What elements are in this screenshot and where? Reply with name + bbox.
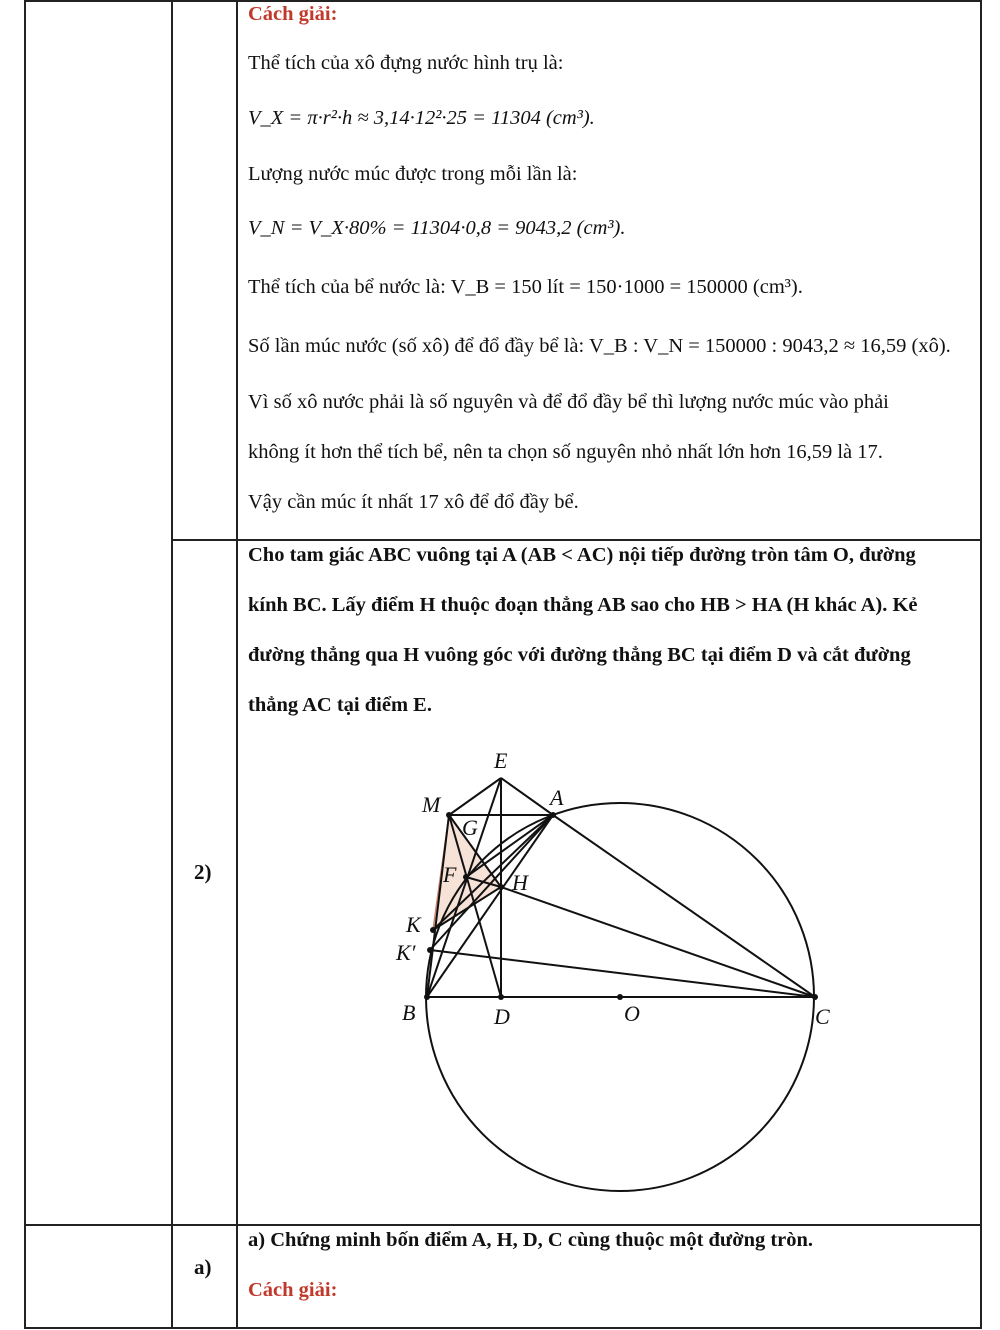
solution-heading: Cách giải: <box>248 1279 338 1301</box>
text-line: Thể tích của bể nước là: V_B = 150 lít = 150·1000 = 150000 (cm³). <box>248 276 803 298</box>
text-line: Vậy cần múc ít nhất 17 xô để đổ đầy bể. <box>248 491 579 513</box>
problem-line: kính BC. Lấy điểm H thuộc đoạn thẳng AB sao cho HB > HA (H khác A). Kẻ <box>248 594 918 616</box>
figure-points <box>424 812 818 1000</box>
text-line: không ít hơn thể tích bể, nên ta chọn số nguyên nhỏ nhất lớn hơn 16,59 là 17. <box>248 441 883 463</box>
problem-line: Cho tam giác ABC vuông tại A (AB < AC) nội tiếp đường tròn tâm O, đường <box>248 544 916 566</box>
point-label-b: B <box>402 1000 416 1025</box>
text-line: Thể tích của xô đựng nước hình trụ là: <box>248 52 564 74</box>
point-label-e: E <box>494 748 508 773</box>
point-label-k: K <box>406 912 421 937</box>
table-border-right <box>980 0 982 1329</box>
geometry-figure <box>380 740 860 1210</box>
text-line: Số lần múc nước (số xô) để đổ đầy bể là: V_B : V_N = 150000 : 9043,2 ≈ 16,59 (xô). <box>248 335 951 357</box>
table-divider-1 <box>171 0 173 1329</box>
problem-line: thẳng AC tại điểm E. <box>248 694 432 716</box>
table-border-bottom <box>24 1327 982 1329</box>
formula-line: V_N = V_X·80% = 11304·0,8 = 9043,2 (cm³). <box>248 217 626 239</box>
row-divider-1 <box>171 539 982 541</box>
table-border-left <box>24 0 26 1329</box>
table-divider-2 <box>236 0 238 1329</box>
point-label-c: C <box>815 1004 830 1029</box>
point-label-m: M <box>422 792 441 817</box>
point-label-a: A <box>550 785 564 810</box>
part-a-task: a) Chứng minh bốn điểm A, H, D, C cùng thuộc một đường tròn. <box>248 1229 814 1251</box>
point-label-g: G <box>462 815 478 840</box>
point-label-f: F <box>443 862 457 887</box>
point-label-k-prime: K′ <box>396 940 416 965</box>
part-label: a) <box>194 1255 212 1279</box>
row-divider-2 <box>24 1224 982 1226</box>
table-border-top <box>24 0 982 2</box>
question-number: 2) <box>194 860 212 884</box>
point-label-o: O <box>624 1001 640 1026</box>
point-label-h: H <box>512 870 528 895</box>
formula-line: V_X = π·r²·h ≈ 3,14·12²·25 = 11304 (cm³). <box>248 107 595 129</box>
point-label-d: D <box>494 1004 510 1029</box>
text-line: Vì số xô nước phải là số nguyên và để đổ đầy bể thì lượng nước múc vào phải <box>248 391 889 413</box>
problem-line: đường thẳng qua H vuông góc với đường thẳng BC tại điểm D và cắt đường <box>248 644 911 666</box>
text-line: Lượng nước múc được trong mỗi lần là: <box>248 163 578 185</box>
solution-heading: Cách giải: <box>248 3 338 25</box>
